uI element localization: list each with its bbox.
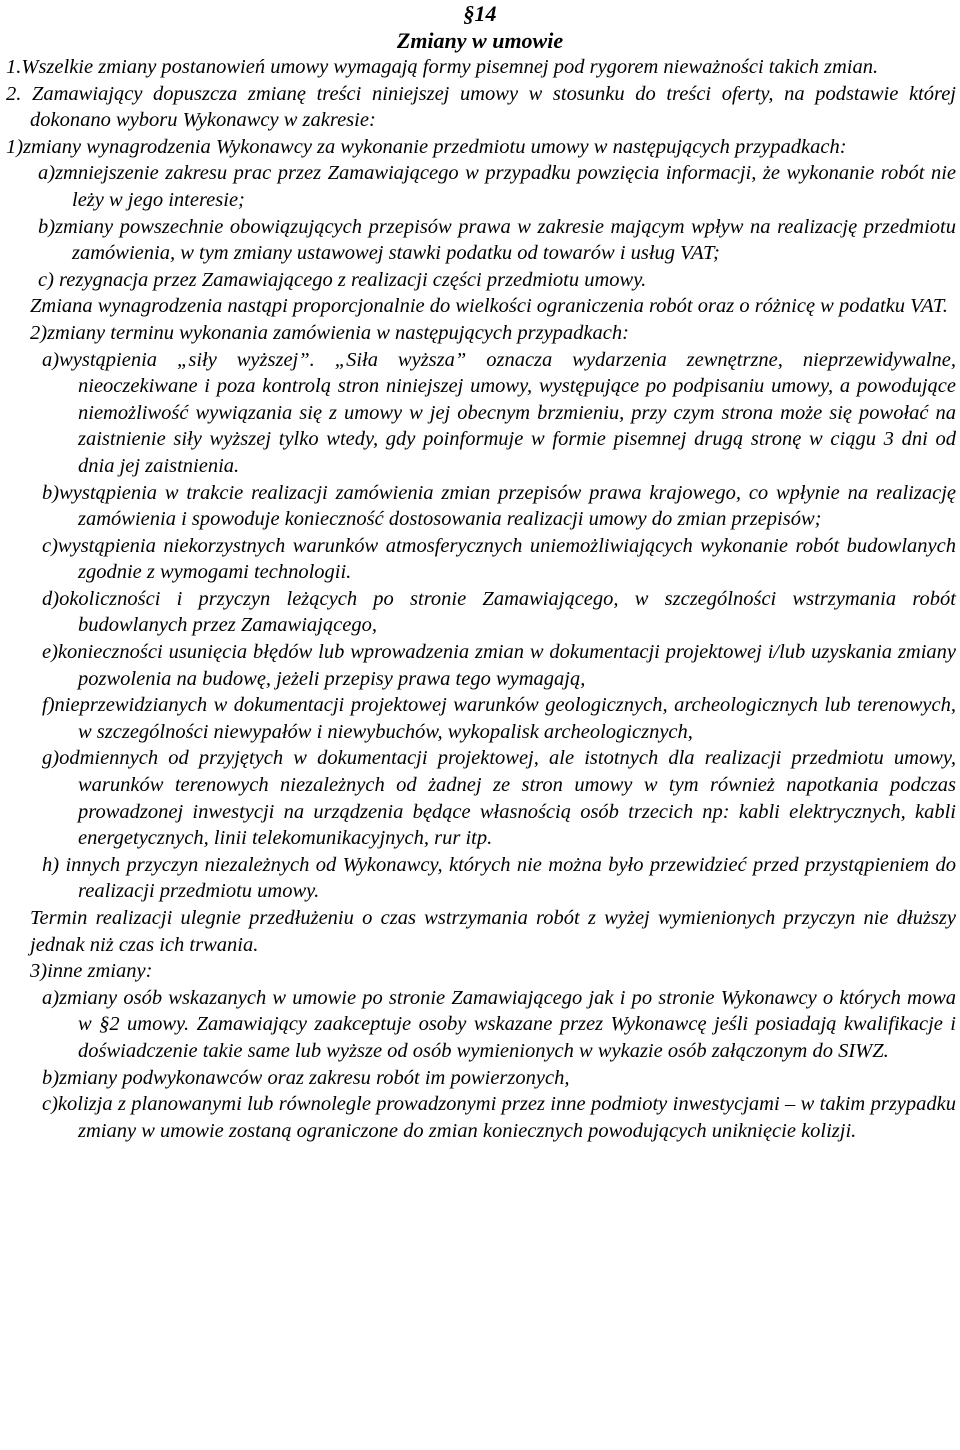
paragraph-2-1-c: c) rezygnacja przez Zamawiającego z realizacji części przedmiotu umowy. — [38, 268, 647, 291]
paragraph-2-2-note: Termin realizacji ulegnie przedłużeniu o czas wstrzymania robót z wyżej wymienionych przyczyn nie dłuższy jednak niż czas ich trwania. — [30, 907, 956, 956]
section-number: §14 — [463, 1, 497, 26]
paragraph-2-2-e: e)konieczności usunięcia błędów lub wprowadzenia zmian w dokumentacji projektowej i/lub uzyskania zmiany pozwolenia na budowę, jeżeli przepisy prawa tego wymagają, — [42, 641, 956, 690]
paragraph-2-3: 3)inne zmiany: — [30, 960, 153, 983]
paragraph-2-2: 2)zmiany terminu wykonania zamówienia w następujących przypadkach: — [30, 321, 629, 344]
paragraph-2-2-d: d)okoliczności i przyczyn leżących po stronie Zamawiającego, w szczególności wstrzymania robót budowlanych przez Zamawiającego, — [42, 587, 956, 637]
paragraph-2-2-f: f)nieprzewidzianych w dokumentacji projektowej warunków geologicznych, archeologicznych lub terenowych, w szczególności niewypałów i niewybuchów, wykopalisk archeologicznych, — [42, 694, 956, 743]
paragraph-2-2-a: a)wystąpienia „siły wyższej”. „Siła wyższa” oznacza wydarzenia zewnętrzne, nieprzewidywalne, nieoczekiwane i poza kontrolą stron niniejszej umowy, występujące po podpisaniu umowy, a powodujące niemożliwość wywiązania się z umowy w jej obecnym brzmieniu, przy czym strona może się powołać na zaistnienie siły wyższej tylko wtedy, gdy poinformuje w formie pisemnej drugą stronę w ciągu 3 dni od dnia jej zaistnienia. — [42, 348, 956, 477]
paragraph-2-1-b: b)zmiany powszechnie obowiązujących przepisów prawa w zakresie mającym wpływ na realizację przedmiotu zamówienia, w tym zmiany ustawowej stawki podatku od towarów i usług VAT; — [38, 215, 956, 265]
paragraph-2-1-a: a)zmniejszenie zakresu prac przez Zamawiającego w przypadku powzięcia informacji, że wykonanie robót nie leży w jego interesie; — [38, 162, 956, 211]
paragraph-2-3-c: c)kolizja z planowanymi lub równolegle prowadzonymi przez inne podmioty inwestycjami – w takim przypadku zmiany w umowie zostaną ograniczone do zmian koniecznych powodujących uniknięcie kolizji. — [42, 1093, 956, 1142]
section-title: Zmiany w umowie — [396, 28, 564, 53]
paragraph-2-2-b: b)wystąpienia w trakcie realizacji zamówienia zmian przepisów prawa krajowego, co wpłynie na realizację zamówienia i spowoduje konieczność dostosowania realizacji umowy do zmian przepisów; — [42, 481, 956, 531]
paragraph-2-3-a: a)zmiany osób wskazanych w umowie po stronie Zamawiającego jak i po stronie Wykonawcy o których mowa w §2 umowy. Zamawiający zaakceptuje osoby wskazane przez Wykonawcę jeśli posiadają kwalifikacje i doświadczenie takie same lub wyższe od osób wymienionych w wykazie osób załączonym do SIWZ. — [42, 986, 956, 1062]
paragraph-2-2-c: c)wystąpienia niekorzystnych warunków atmosferycznych uniemożliwiających wykonanie robót budowlanych zgodnie z wymogami technologii. — [42, 534, 956, 584]
paragraph-2-1: 1)zmiany wynagrodzenia Wykonawcy za wykonanie przedmiotu umowy w następujących przypadkach: — [6, 135, 847, 158]
paragraph-2: 2. Zamawiający dopuszcza zmianę treści niniejszej umowy w stosunku do treści oferty, na podstawie której dokonano wyboru Wykonawcy w zakresie: — [6, 82, 956, 132]
paragraph-2-1-note: Zmiana wynagrodzenia nastąpi proporcjonalnie do wielkości ograniczenia robót oraz o różnicę w podatku VAT. — [30, 295, 948, 318]
document-body — [0, 54, 960, 1144]
paragraph-2-2-g: g)odmiennych od przyjętych w dokumentacji projektowej, ale istotnych dla realizacji przedmiotu umowy, warunków terenowych niezależnych od żadnej ze stron umowy w tym również napotkania podczas prowadzonej inwestycji na urządzenia będące własnością osób trzecich np: kabli elektrycznych, kabli energetycznych, linii telekomunikacyjnych, rur itp. — [42, 747, 956, 850]
paragraph-2-3-b: b)zmiany podwykonawców oraz zakresu robót im powierzonych, — [42, 1066, 570, 1089]
paragraph-1: 1.Wszelkie zmiany postanowień umowy wymagają formy pisemnej pod rygorem nieważności takich zmian. — [6, 56, 879, 78]
paragraph-2-2-h: h) innych przyczyn niezależnych od Wykonawcy, których nie można było przewidzieć przed przystąpieniem do realizacji przedmiotu umowy. — [42, 853, 956, 903]
